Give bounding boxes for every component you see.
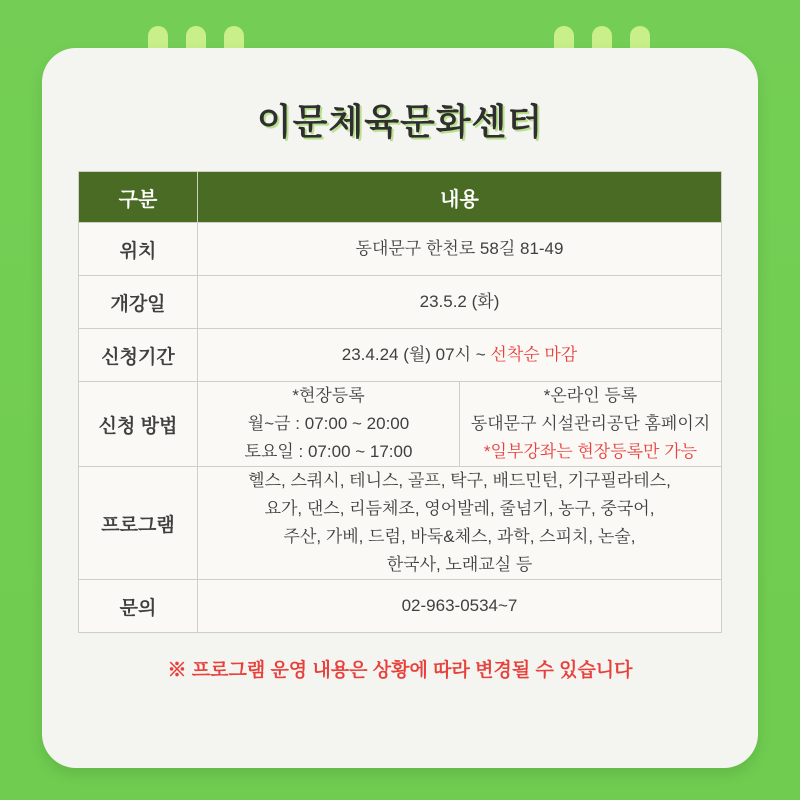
online-website: 동대문구 시설관리공단 홈페이지 xyxy=(470,414,711,434)
row-label-programs: 프로그램 xyxy=(79,467,198,580)
online-notice: *일부강좌는 현장등록만 가능 xyxy=(483,442,698,462)
row-label-contact: 문의 xyxy=(79,580,198,633)
table-row xyxy=(79,276,722,329)
application-method-online xyxy=(460,382,722,467)
table-row xyxy=(79,329,722,382)
poster-card xyxy=(42,48,758,768)
table-row xyxy=(79,580,722,633)
program-line: 헬스, 스쿼시, 테니스, 골프, 탁구, 배드민턴, 기구필라테스, xyxy=(248,471,671,491)
column-header-content: 내용 xyxy=(198,172,722,223)
row-label-application-method: 신청 방법 xyxy=(79,382,198,467)
application-period-highlight: 선착순 마감 xyxy=(490,344,578,364)
row-value-application-period xyxy=(198,329,722,382)
row-value-start-date: 23.5.2 (화) xyxy=(198,276,722,329)
table-row xyxy=(79,467,722,580)
footnote-notice: ※ 프로그램 운영 내용은 상황에 따라 변경될 수 있습니다 xyxy=(167,660,633,682)
row-label-application-period: 신청기간 xyxy=(79,329,198,382)
row-value-location: 동대문구 한천로 58길 81-49 xyxy=(198,223,722,276)
info-table xyxy=(78,171,722,633)
application-period-text: 23.4.24 (월) 07시 ~ xyxy=(341,344,491,364)
column-header-category: 구분 xyxy=(79,172,198,223)
table-header-row xyxy=(79,172,722,223)
onsite-title: *현장등록 xyxy=(292,386,365,405)
row-label-location: 위치 xyxy=(79,223,198,276)
row-label-start-date: 개강일 xyxy=(79,276,198,329)
row-value-programs xyxy=(198,467,722,580)
page-title: 이문체육문화센터 xyxy=(256,101,544,142)
online-title: *온라인 등록 xyxy=(543,386,638,405)
table-row xyxy=(79,223,722,276)
program-line: 요가, 댄스, 리듬체조, 영어발레, 줄넘기, 농구, 중국어, xyxy=(264,499,655,519)
program-line: 한국사, 노래교실 등 xyxy=(386,555,533,575)
program-line: 주산, 가베, 드럼, 바둑&체스, 과학, 스피치, 논술, xyxy=(283,527,636,547)
table-row xyxy=(79,382,722,467)
application-method-onsite xyxy=(198,382,460,467)
onsite-saturday-hours: 토요일 : 07:00 ~ 17:00 xyxy=(244,442,413,462)
onsite-weekday-hours: 월~금 : 07:00 ~ 20:00 xyxy=(247,414,410,434)
row-value-contact: 02-963-0534~7 xyxy=(198,580,722,633)
